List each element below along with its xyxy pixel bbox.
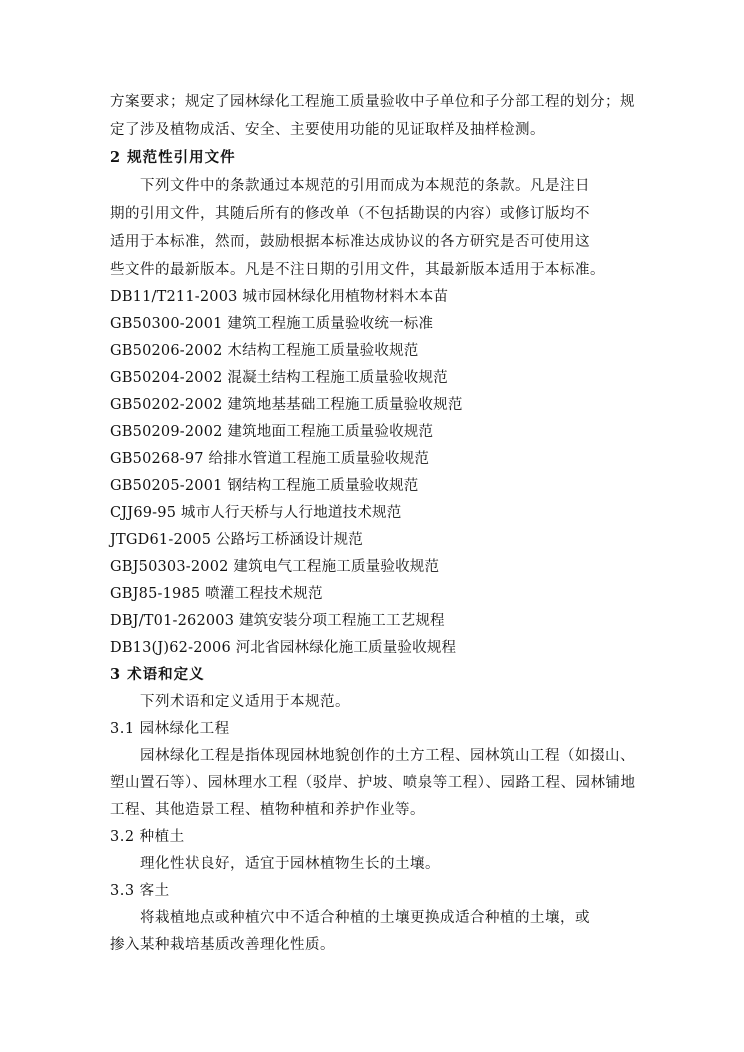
ref-item-3: GB50206-2002 木结构工程施工质量验收规范 xyxy=(110,343,419,359)
section-2-para-line-1: 下列文件中的条款通过本规范的引用而成为本规范的条款。凡是注日 xyxy=(110,178,590,194)
ref-item-6: GB50209-2002 建筑地面工程施工质量验收规范 xyxy=(110,424,434,440)
section-2-para-line-3: 适用于本标准，然而，鼓励根据本标准达成协议的各方研究是否可使用这 xyxy=(110,234,590,250)
ref-item-10: JTGD61-2005 公路圬工桥涵设计规范 xyxy=(110,532,363,548)
section-3-3-title: 3.3 客土 xyxy=(110,883,170,899)
ref-item-11: GBJ50303-2002 建筑电气工程施工质量验收规范 xyxy=(110,559,440,575)
ref-item-14: DB13(J)62-2006 河北省园林绿化施工质量验收规程 xyxy=(110,640,457,656)
ref-item-5: GB50202-2002 建筑地基基础工程施工质量验收规范 xyxy=(110,397,463,413)
section-3-1-title: 3.1 园林绿化工程 xyxy=(110,721,230,737)
section-2-heading: 2 规范性引用文件 xyxy=(110,149,236,166)
intro-line-2: 定了涉及植物成活、安全、主要使用功能的见证取样及抽样检测。 xyxy=(110,122,545,138)
ref-item-2: GB50300-2001 建筑工程施工质量验收统一标准 xyxy=(110,316,434,332)
section-3-3-line-1: 将栽植地点或种植穴中不适合种植的土壤更换成适合种植的土壤，或 xyxy=(110,910,590,926)
section-3-1-line-2: 塑山置石等）、园林理水工程（驳岸、护坡、喷泉等工程）、园路工程、园林铺地 xyxy=(110,775,636,791)
section-3-1-line-1: 园林绿化工程是指体现园林地貌创作的土方工程、园林筑山工程（如掇山、 xyxy=(110,748,635,764)
ref-item-1: DB11/T211-2003 城市园林绿化用植物材料木本苗 xyxy=(110,289,449,305)
section-3-2-title: 3.2 种植土 xyxy=(110,829,185,845)
ref-item-4: GB50204-2002 混凝土结构工程施工质量验收规范 xyxy=(110,370,448,386)
ref-item-7: GB50268-97 给排水管道工程施工质量验收规范 xyxy=(110,451,430,467)
section-3-intro: 下列术语和定义适用于本规范。 xyxy=(110,694,350,710)
ref-item-12: GBJ85-1985 喷灌工程技术规范 xyxy=(110,586,323,602)
section-3-1-line-3: 工程、其他造景工程、植物种植和养护作业等。 xyxy=(110,802,425,818)
ref-item-13: DBJ/T01-262003 建筑安装分项工程施工工艺规程 xyxy=(110,613,445,629)
ref-item-8: GB50205-2001 钢结构工程施工质量验收规范 xyxy=(110,478,419,494)
intro-line-1: 方案要求；规定了园林绿化工程施工质量验收中子单位和子分部工程的划分；规 xyxy=(110,94,635,110)
section-2-para-line-4: 些文件的最新版本。凡是不注日期的引用文件，其最新版本适用于本标准。 xyxy=(110,262,605,278)
section-3-3-line-2: 掺入某种栽培基质改善理化性质。 xyxy=(110,937,335,953)
section-2-para-line-2: 期的引用文件，其随后所有的修改单（不包括勘误的内容）或修订版均不 xyxy=(110,206,590,222)
section-3-heading: 3 术语和定义 xyxy=(110,666,205,683)
ref-item-9: CJJ69-95 城市人行天桥与人行地道技术规范 xyxy=(110,505,402,521)
section-3-2-line-1: 理化性状良好，适宜于园林植物生长的土壤。 xyxy=(110,856,440,872)
